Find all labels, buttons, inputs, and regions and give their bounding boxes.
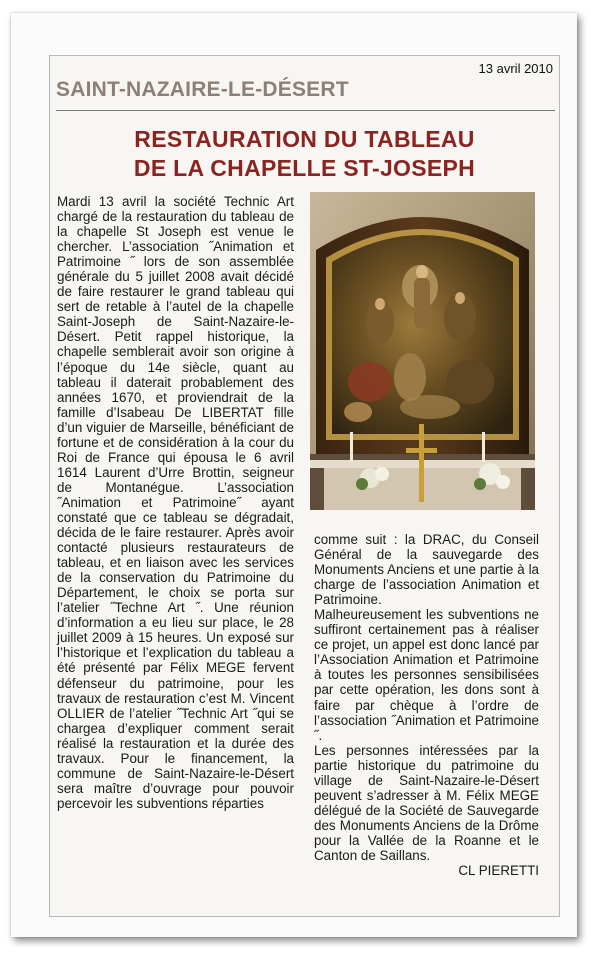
column-2-paragraph-3: Les personnes intéressées par la partie historique du patrimoine du village de Saint-Nazaire-le-Désert peuvent s’adresser à M. Félix MEGE délégué de la Société de Sauvegarde des Monuments Anciens de la Drôme pour la Vallée de la Roanne et le Canton de Saillans. bbox=[314, 742, 539, 863]
section-kicker: SAINT-NAZAIRE-LE-DÉSERT bbox=[56, 78, 349, 101]
article-column-1: Mardi 13 avril la société Technic Art chargé de la restauration du tableau de la chapelle St Joseph est venue le chercher. L’association ˝Animation et Patrimoine ˝ lors de son assemblée générale du 5 juillet 2008 avait décidé de faire restaurer le grand tableau qui sert de retable à l’autel de la chapelle Saint-Joseph de Saint-Nazaire-le-Désert. Petit rappel historique, la chapelle semblerait avoir son origine à l’époque du 14e siècle, quant au tableau il daterait probablement des années 1670, et proviendrait de la famille d’Isabeau De LIBERTAT fille d’un viguier de Marseille, bénéficiant de fortune et de considération à la cour du Roi de France qui épousa le 6 avril 1614 Laurent d’Urre Brottin, seigneur de Montanégue. L’association ˝Animation et Patrimoine˝ ayant constaté que ce tableau se dégradait, décida de le faire restaurer. Après avoir contacté plusieurs restaurateurs de tableau, et en liaison avec les services de la conservation du Patrimoine du Département, le choix se porta sur l’atelier ˝Techne Art ˝. Une réunion d’information a eu lieu sur place, le 28 juillet 2009 à 15 heures. Un exposé sur l’historique et l’explication du tableau a été présenté par Félix MEGE fervent défenseur du patrimoine, pour les travaux de restauration c’est M. Vincent OLLIER de l’atelier ˝Technic Art ˝qui se chargea d’expliquer comment serait réalisé la restauration et la durée des travaux. Pour le financement, la commune de Saint-Nazaire-le-Désert sera maître d’ouvrage pour pouvoir percevoir les subventions réparties bbox=[57, 194, 294, 811]
article-column-2 bbox=[314, 532, 539, 878]
headline bbox=[50, 125, 559, 183]
article-clipping bbox=[49, 55, 560, 917]
headline-line-2: DE LA CHAPELLE ST-JOSEPH bbox=[133, 155, 476, 181]
article-date: 13 avril 2010 bbox=[478, 61, 553, 76]
column-2-paragraph-2: Malheureusement les subventions ne suffiront certainement pas à réaliser ce projet, un appel est donc lancé par l’Association Animation et Patrimoine à toutes les personnes sensibilisées par cette opération, les dons sont à faire par chèque à l’ordre de l’association ˝Animation et Patrimoine ˝. bbox=[314, 607, 539, 743]
kicker-rule bbox=[56, 110, 555, 111]
column-2-paragraph-1: comme suit : la DRAC, du Conseil Général de la sauvegarde des Monuments Anciens et une partie à la charge de l’association Animation et Patrimoine. bbox=[314, 532, 539, 608]
newspaper-page bbox=[11, 13, 577, 937]
headline-line-1: RESTAURATION DU TABLEAU bbox=[134, 126, 475, 152]
author-signature: CL PIERETTI bbox=[458, 863, 539, 879]
chapel-altar-image bbox=[310, 192, 535, 510]
chapel-altar-photo bbox=[310, 192, 535, 510]
